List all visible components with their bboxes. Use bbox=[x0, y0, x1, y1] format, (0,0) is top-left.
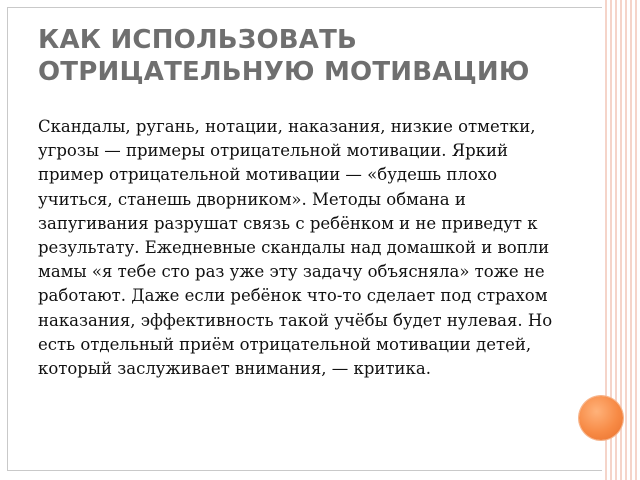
slide-body-text: Скандалы, ругань, нотации, наказания, низкие отметки, угрозы — примеры отрицательной мотивации. Яркий пример отрицательной мотивации — «будешь плохо учиться, станешь дворником». Методы обмана и запугивания разрушат связь с ребёнком и не приведут к результату. Ежедневные скандалы над домашкой и вопли мамы «я тебе сто раз уже эту задачу объясняла» тоже не работают. Даже если ребёнок что-то сделает под страхом наказания, эффективность такой учёбы будет нулевая. Но есть отдельный приём отрицательной мотивации детей, который заслуживает внимания, — критика. bbox=[38, 117, 553, 379]
slide-title: КАК ИСПОЛЬЗОВАТЬ ОТРИЦАТЕЛЬНУЮ МОТИВАЦИЮ bbox=[38, 25, 530, 87]
orange-circle-icon bbox=[579, 396, 623, 440]
